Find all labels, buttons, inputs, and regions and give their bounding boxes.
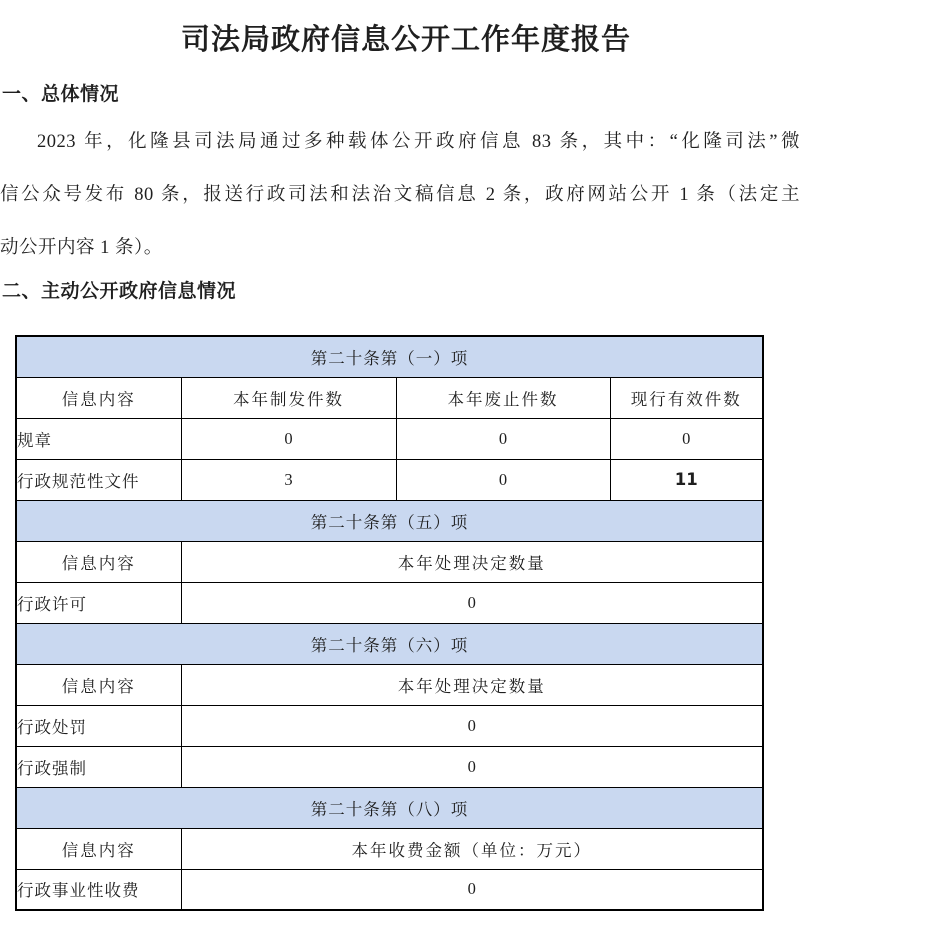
table-column-header: 本年收费金额（单位：万元） — [181, 828, 763, 869]
table-row-label: 行政事业性收费 — [16, 869, 181, 910]
table-row — [16, 418, 763, 459]
disclosure-heading: 二、主动公开政府信息情况 — [2, 281, 237, 302]
table-row-label: 规章 — [16, 418, 181, 459]
table-row — [16, 623, 763, 664]
table-column-header: 本年处理决定数量 — [181, 664, 763, 705]
table-section-title: 第二十条第（一）项 — [16, 336, 763, 377]
table-cell-value: 11 — [610, 459, 763, 500]
table-row-label: 行政许可 — [16, 582, 181, 623]
table-section-title: 第二十条第（六）项 — [16, 623, 763, 664]
table-row — [16, 377, 763, 418]
page-title: 司法局政府信息公开工作年度报告 — [180, 24, 631, 56]
table-row — [16, 869, 763, 910]
table-column-header: 信息内容 — [16, 541, 181, 582]
table-row — [16, 705, 763, 746]
table-row-label: 行政规范性文件 — [16, 459, 181, 500]
table-cell-value: 3 — [181, 459, 396, 500]
table-column-header: 本年废止件数 — [396, 377, 610, 418]
table-cell-value: 0 — [396, 459, 610, 500]
table-row-label: 行政强制 — [16, 746, 181, 787]
disclosure-table — [15, 335, 764, 911]
table-column-header: 信息内容 — [16, 377, 181, 418]
table-row — [16, 500, 763, 541]
paragraph-line: 动公开内容 1 条）。 — [0, 238, 163, 258]
paragraph-line: 信公众号发布 80 条，报送行政司法和法治文稿信息 2 条，政府网站公开 1 条（法定主 — [0, 185, 800, 205]
table-cell-value: 0 — [610, 418, 763, 459]
table-column-header: 现行有效件数 — [610, 377, 763, 418]
table-row — [16, 664, 763, 705]
table-cell-value: 0 — [181, 705, 763, 746]
table-cell-value: 0 — [396, 418, 610, 459]
table-row — [16, 336, 763, 377]
table-row — [16, 828, 763, 869]
table-row — [16, 459, 763, 500]
table-row — [16, 582, 763, 623]
table-column-header: 信息内容 — [16, 664, 181, 705]
table-column-header: 本年处理决定数量 — [181, 541, 763, 582]
paragraph-line: 2023 年，化隆县司法局通过多种载体公开政府信息 83 条，其中：“化隆司法”微 — [37, 132, 800, 152]
overview-paragraph — [0, 116, 800, 275]
overview-heading: 一、总体情况 — [2, 84, 120, 105]
table-column-header: 信息内容 — [16, 828, 181, 869]
table-row — [16, 541, 763, 582]
table-section-title: 第二十条第（八）项 — [16, 787, 763, 828]
table-row — [16, 787, 763, 828]
table-cell-value: 0 — [181, 746, 763, 787]
table-column-header: 本年制发件数 — [181, 377, 396, 418]
table-row — [16, 746, 763, 787]
table-cell-value: 0 — [181, 418, 396, 459]
table-section-title: 第二十条第（五）项 — [16, 500, 763, 541]
table-cell-value: 0 — [181, 582, 763, 623]
table-cell-value: 0 — [181, 869, 763, 910]
table-row-label: 行政处罚 — [16, 705, 181, 746]
